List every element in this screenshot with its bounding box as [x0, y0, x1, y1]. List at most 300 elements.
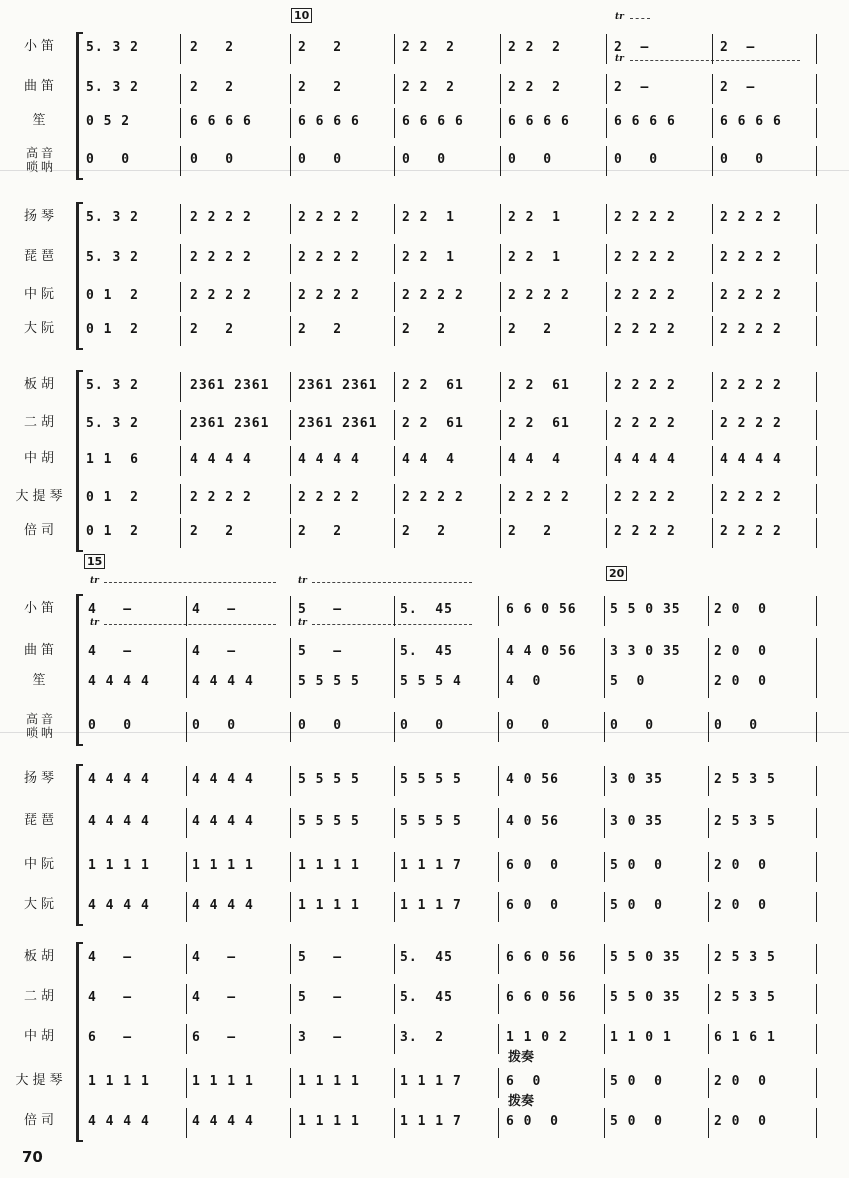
- measure-notes: 6 6 6 6: [190, 114, 252, 129]
- barline: [816, 244, 817, 274]
- instrument-name: 高音 唢呐: [25, 712, 56, 740]
- measure-notes: 0 5 2: [86, 114, 131, 129]
- barline: [816, 852, 817, 882]
- measure-notes: 2 –: [720, 80, 756, 95]
- measure-notes: 4 –: [192, 602, 237, 617]
- barline: [394, 146, 395, 176]
- instrument-name: 琵琶: [23, 249, 58, 264]
- measure-notes: 1 1 0 2: [506, 1030, 568, 1045]
- barline: [816, 316, 817, 346]
- trill-mark: tr: [90, 618, 99, 628]
- instrument-row: [0, 712, 849, 742]
- instrument-name: 倍司: [23, 523, 58, 538]
- trill-mark: tr: [615, 12, 624, 22]
- measure-notes: 2 5 3 5: [714, 772, 776, 787]
- measure-notes: 0 0: [192, 718, 237, 733]
- instrument-name: 中阮: [23, 287, 58, 302]
- barline: [708, 1108, 709, 1138]
- measure-notes: 2361 2361: [298, 416, 378, 431]
- measure-notes: 2 2 1: [402, 210, 455, 225]
- measure-notes: 2361 2361: [190, 378, 270, 393]
- instrument-name: 笙: [32, 673, 50, 688]
- measure-notes: 2 2 2 2: [720, 524, 782, 539]
- barline: [180, 108, 181, 138]
- barline: [290, 204, 291, 234]
- barline: [180, 410, 181, 440]
- barline: [180, 204, 181, 234]
- instrument-name: 小笛: [23, 39, 58, 54]
- trill-mark: tr: [298, 618, 307, 628]
- measure-notes: 5 –: [298, 644, 343, 659]
- barline: [500, 410, 501, 440]
- barline: [394, 892, 395, 922]
- measure-notes: 4 0 56: [506, 814, 559, 829]
- measure-notes: 6 0: [506, 1074, 542, 1089]
- pizzicato-label: 拨奏: [508, 1094, 535, 1109]
- instrument-name: 小笛: [23, 601, 58, 616]
- barline: [712, 518, 713, 548]
- measure-notes: 2 0 0: [714, 602, 767, 617]
- barline: [186, 1108, 187, 1138]
- measure-notes: 6 6 0 56: [506, 950, 577, 965]
- barline: [604, 668, 605, 698]
- barline: [606, 484, 607, 514]
- barline: [394, 766, 395, 796]
- measure-notes: 2 2: [508, 322, 553, 337]
- barline: [394, 1108, 395, 1138]
- instrument-row: [0, 898, 849, 922]
- barline: [498, 1024, 499, 1054]
- barline: [290, 518, 291, 548]
- measure-notes: 2 2 61: [402, 416, 464, 431]
- measure-notes: 4 4 4 4: [88, 1114, 150, 1129]
- measure-notes: 6 6 0 56: [506, 602, 577, 617]
- measure-notes: 2 2 2 2: [720, 288, 782, 303]
- barline: [816, 712, 817, 742]
- measure-notes: 2 2 2: [508, 40, 561, 55]
- measure-notes: 4 0: [506, 674, 542, 689]
- barline: [290, 34, 291, 64]
- barline: [498, 852, 499, 882]
- barline: [290, 316, 291, 346]
- instrument-row: [0, 250, 849, 274]
- barline: [816, 518, 817, 548]
- measure-notes: 2 2 61: [508, 416, 570, 431]
- barline: [290, 410, 291, 440]
- measure-notes: 2 2 2 2: [190, 490, 252, 505]
- barline: [180, 282, 181, 312]
- measure-notes: 2 2 2 2: [614, 524, 676, 539]
- barline: [712, 108, 713, 138]
- measure-notes: 1 1 1 7: [400, 1114, 462, 1129]
- trill-mark: tr: [615, 54, 624, 64]
- instrument-row: [0, 858, 849, 882]
- barline: [708, 668, 709, 698]
- barline: [816, 766, 817, 796]
- measure-notes: 5. 45: [400, 990, 453, 1005]
- barline: [180, 316, 181, 346]
- measure-notes: 2 2 2 2: [298, 250, 360, 265]
- barline: [186, 1024, 187, 1054]
- measure-notes: 6 6 6 6: [298, 114, 360, 129]
- barline: [816, 146, 817, 176]
- barline: [500, 446, 501, 476]
- measure-notes: 2 2: [402, 524, 447, 539]
- measure-notes: 1 1 1 1: [192, 858, 254, 873]
- barline: [290, 146, 291, 176]
- barline: [712, 410, 713, 440]
- trill-line: [312, 582, 472, 583]
- measure-notes: 2 2 61: [402, 378, 464, 393]
- barline: [816, 372, 817, 402]
- barline: [180, 34, 181, 64]
- measure-notes: 2 2 2 2: [402, 288, 464, 303]
- instrument-row: [0, 524, 849, 548]
- barline: [708, 638, 709, 668]
- barline: [606, 146, 607, 176]
- measure-notes: 4 4 4 4: [192, 814, 254, 829]
- instrument-name: 扬琴: [23, 771, 58, 786]
- barline: [604, 892, 605, 922]
- instrument-name: 中阮: [23, 857, 58, 872]
- instrument-name: 二胡: [23, 415, 58, 430]
- measure-notes: 2 2 2 2: [614, 322, 676, 337]
- barline: [180, 146, 181, 176]
- instrument-row: [0, 1114, 849, 1138]
- instrument-row: [0, 490, 849, 514]
- barline: [816, 204, 817, 234]
- measure-notes: 2 –: [720, 40, 756, 55]
- measure-notes: 2 2 2 2: [402, 490, 464, 505]
- measure-notes: 1 1 1 7: [400, 1074, 462, 1089]
- measure-notes: 2 2 2 2: [614, 378, 676, 393]
- measure-notes: 2 0 0: [714, 644, 767, 659]
- measure-notes: 2 2 2 2: [190, 250, 252, 265]
- barline: [290, 852, 291, 882]
- page-number: 70: [22, 1148, 43, 1166]
- measure-notes: 5. 3 2: [86, 250, 139, 265]
- pizzicato-label: 拨奏: [508, 1050, 535, 1065]
- barline: [394, 316, 395, 346]
- barline: [290, 1024, 291, 1054]
- barline: [290, 808, 291, 838]
- measure-notes: 1 1 1 1: [298, 898, 360, 913]
- barline: [500, 372, 501, 402]
- measure-notes: 4 4 4 4: [720, 452, 782, 467]
- measure-notes: 2 2: [190, 524, 235, 539]
- measure-notes: 0 0: [400, 718, 445, 733]
- barline: [708, 1024, 709, 1054]
- measure-notes: 2 0 0: [714, 858, 767, 873]
- trill-mark: tr: [90, 576, 99, 586]
- trill-line: [104, 582, 276, 583]
- barline: [498, 984, 499, 1014]
- measure-notes: 6 6 6 6: [720, 114, 782, 129]
- barline: [604, 1024, 605, 1054]
- measure-notes: 2 2 2: [402, 80, 455, 95]
- barline: [500, 244, 501, 274]
- barline: [290, 638, 291, 668]
- measure-notes: 1 1 1 7: [400, 898, 462, 913]
- measure-notes: 5. 45: [400, 602, 453, 617]
- measure-notes: 5. 3 2: [86, 80, 139, 95]
- barline: [290, 484, 291, 514]
- barline: [290, 944, 291, 974]
- measure-notes: 6 6 6 6: [508, 114, 570, 129]
- measure-notes: 2 2 2 2: [614, 288, 676, 303]
- measure-notes: 5 0 0: [610, 1114, 663, 1129]
- barline: [708, 808, 709, 838]
- barline: [290, 244, 291, 274]
- barline: [394, 372, 395, 402]
- barline: [500, 34, 501, 64]
- measure-notes: 2 2 2 2: [720, 416, 782, 431]
- measure-notes: 5 5 5 5: [298, 674, 360, 689]
- barline: [606, 244, 607, 274]
- barline: [816, 944, 817, 974]
- instrument-row: [0, 990, 849, 1014]
- barline: [604, 852, 605, 882]
- barline: [500, 108, 501, 138]
- instrument-row: [0, 1074, 849, 1098]
- measure-notes: 5 5 5 5: [400, 772, 462, 787]
- measure-notes: 1 1 1 1: [298, 1114, 360, 1129]
- measure-notes: 4 4 4 4: [88, 898, 150, 913]
- measure-notes: 4 4 4 4: [192, 674, 254, 689]
- measure-notes: 2 2: [190, 322, 235, 337]
- instrument-name: 扬琴: [23, 209, 58, 224]
- barline: [712, 484, 713, 514]
- barline: [604, 1108, 605, 1138]
- measure-notes: 5 0 0: [610, 858, 663, 873]
- barline: [606, 446, 607, 476]
- instrument-name: 二胡: [23, 989, 58, 1004]
- barline: [394, 808, 395, 838]
- instrument-row: [0, 416, 849, 440]
- barline: [290, 372, 291, 402]
- measure-notes: 0 0: [88, 718, 133, 733]
- measure-notes: 0 1 2: [86, 490, 139, 505]
- barline: [186, 944, 187, 974]
- measure-notes: 6 1 6 1: [714, 1030, 776, 1045]
- measure-notes: 5 5 5 5: [400, 814, 462, 829]
- measure-notes: 5 5 5 5: [298, 814, 360, 829]
- measure-notes: 2361 2361: [190, 416, 270, 431]
- barline: [606, 74, 607, 104]
- barline: [708, 852, 709, 882]
- measure-notes: 2 2: [298, 40, 343, 55]
- measure-notes: 0 0: [86, 152, 131, 167]
- measure-notes: 2 2 2 2: [720, 210, 782, 225]
- barline: [604, 808, 605, 838]
- barline: [290, 108, 291, 138]
- barline: [186, 984, 187, 1014]
- barline: [500, 316, 501, 346]
- measure-notes: 2 2 2 2: [508, 490, 570, 505]
- barline: [816, 108, 817, 138]
- measure-notes: 2 2 1: [508, 210, 561, 225]
- barline: [498, 712, 499, 742]
- measure-notes: 2 2: [190, 80, 235, 95]
- measure-notes: 1 1 1 1: [192, 1074, 254, 1089]
- measure-notes: 5 5 0 35: [610, 950, 681, 965]
- barline: [606, 34, 607, 64]
- measure-notes: 1 1 1 7: [400, 858, 462, 873]
- measure-notes: 6 0 0: [506, 898, 559, 913]
- barline: [816, 638, 817, 668]
- barline: [816, 446, 817, 476]
- instrument-name: 板胡: [23, 377, 58, 392]
- barline: [606, 410, 607, 440]
- barline: [394, 446, 395, 476]
- instrument-row: [0, 452, 849, 476]
- measure-notes: 0 0: [610, 718, 655, 733]
- barline: [394, 668, 395, 698]
- measure-notes: 2 2 2 2: [720, 378, 782, 393]
- measure-notes: 2 2: [298, 524, 343, 539]
- measure-notes: 6 –: [88, 1030, 133, 1045]
- barline: [712, 146, 713, 176]
- barline: [816, 596, 817, 626]
- barline: [712, 316, 713, 346]
- measure-notes: 3 0 35: [610, 814, 663, 829]
- barline: [186, 638, 187, 668]
- instrument-name: 笙: [32, 113, 50, 128]
- barline: [180, 484, 181, 514]
- barline: [290, 668, 291, 698]
- barline: [290, 596, 291, 626]
- instrument-row: [0, 114, 849, 138]
- barline: [712, 204, 713, 234]
- measure-notes: 0 0: [402, 152, 447, 167]
- measure-notes: 3 0 35: [610, 772, 663, 787]
- barline: [498, 944, 499, 974]
- barline: [816, 1108, 817, 1138]
- barline: [290, 766, 291, 796]
- measure-notes: 6 0 0: [506, 858, 559, 873]
- measure-notes: 5. 3 2: [86, 40, 139, 55]
- barline: [816, 984, 817, 1014]
- measure-notes: 5 –: [298, 602, 343, 617]
- barline: [712, 244, 713, 274]
- barline: [816, 484, 817, 514]
- barline: [186, 892, 187, 922]
- barline: [394, 852, 395, 882]
- barline: [712, 74, 713, 104]
- instrument-row: [0, 950, 849, 974]
- barline: [816, 892, 817, 922]
- measure-notes: 5 5 0 35: [610, 990, 681, 1005]
- barline: [498, 638, 499, 668]
- barline: [708, 1068, 709, 1098]
- barline: [394, 596, 395, 626]
- measure-notes: 3. 2: [400, 1030, 445, 1045]
- measure-notes: 4 –: [88, 950, 133, 965]
- measure-notes: 5 0 0: [610, 1074, 663, 1089]
- measure-notes: 0 1 2: [86, 524, 139, 539]
- measure-notes: 2361 2361: [298, 378, 378, 393]
- barline: [712, 282, 713, 312]
- barline: [290, 1068, 291, 1098]
- instrument-row: [0, 210, 849, 234]
- measure-notes: 2 2 1: [508, 250, 561, 265]
- measure-notes: 2 0 0: [714, 674, 767, 689]
- barline: [290, 712, 291, 742]
- barline: [394, 984, 395, 1014]
- barline: [604, 1068, 605, 1098]
- measure-notes: 4 4 4 4: [192, 1114, 254, 1129]
- barline: [186, 766, 187, 796]
- instrument-row: [0, 322, 849, 346]
- measure-notes: 5 –: [298, 950, 343, 965]
- barline: [290, 446, 291, 476]
- measure-notes: 1 1 1 1: [298, 1074, 360, 1089]
- barline: [816, 1024, 817, 1054]
- barline: [180, 518, 181, 548]
- measure-notes: 4 4 4 4: [298, 452, 360, 467]
- measure-notes: 2 2 2: [402, 40, 455, 55]
- barline: [604, 766, 605, 796]
- barline: [606, 518, 607, 548]
- measure-notes: 4 –: [192, 990, 237, 1005]
- measure-notes: 5 –: [298, 990, 343, 1005]
- rehearsal-mark-15: 15: [84, 554, 105, 569]
- measure-notes: 1 1 6: [86, 452, 139, 467]
- barline: [816, 668, 817, 698]
- measure-notes: 2 2 2 2: [720, 250, 782, 265]
- barline: [394, 204, 395, 234]
- barline: [394, 34, 395, 64]
- barline: [394, 518, 395, 548]
- instrument-row: [0, 146, 849, 176]
- measure-notes: 5. 3 2: [86, 416, 139, 431]
- measure-notes: 4 4 4: [402, 452, 455, 467]
- measure-notes: 1 1 1 1: [88, 858, 150, 873]
- measure-notes: 5 5 0 35: [610, 602, 681, 617]
- barline: [394, 410, 395, 440]
- barline: [500, 204, 501, 234]
- barline: [816, 282, 817, 312]
- measure-notes: 5 5 5 4: [400, 674, 462, 689]
- barline: [394, 944, 395, 974]
- measure-notes: 2 2 2 2: [190, 210, 252, 225]
- barline: [394, 638, 395, 668]
- measure-notes: 0 1 2: [86, 288, 139, 303]
- barline: [186, 712, 187, 742]
- barline: [394, 244, 395, 274]
- measure-notes: 0 0: [714, 718, 759, 733]
- measure-notes: 2 2 2 2: [614, 250, 676, 265]
- measure-notes: 1 1 0 1: [610, 1030, 672, 1045]
- measure-notes: 2 2 2 2: [190, 288, 252, 303]
- instrument-name: 曲笛: [23, 79, 58, 94]
- measure-notes: 2 2: [298, 322, 343, 337]
- barline: [180, 244, 181, 274]
- measure-notes: 4 4 4 4: [614, 452, 676, 467]
- measure-notes: 0 0: [298, 718, 343, 733]
- barline: [394, 1068, 395, 1098]
- measure-notes: 6 0 0: [506, 1114, 559, 1129]
- measure-notes: 2 2: [190, 40, 235, 55]
- instrument-row: [0, 602, 849, 626]
- barline: [394, 712, 395, 742]
- barline: [500, 74, 501, 104]
- measure-notes: 4 –: [192, 950, 237, 965]
- measure-notes: 5. 3 2: [86, 210, 139, 225]
- instrument-row: [0, 674, 849, 698]
- measure-notes: 2 2 2 2: [614, 490, 676, 505]
- measure-notes: 2 0 0: [714, 1114, 767, 1129]
